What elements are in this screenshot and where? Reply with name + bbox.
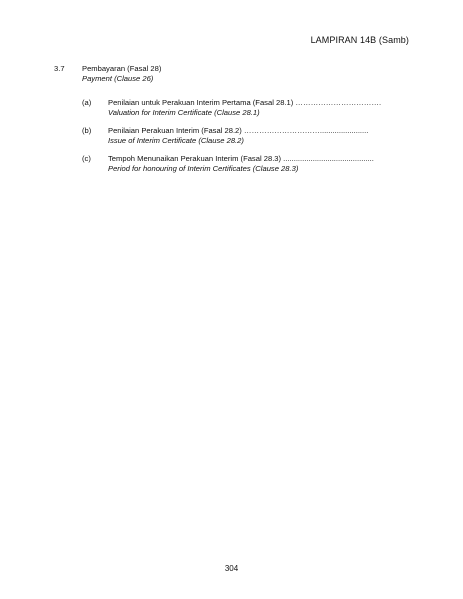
item-text-english: Valuation for Interim Certificate (Clause 28.1) (108, 108, 260, 117)
page-number: 304 (224, 564, 239, 573)
section-title-english: Payment (Clause 26) (82, 74, 154, 83)
item-label: (b) (82, 126, 92, 135)
section-payment (54, 64, 414, 182)
list-item (82, 98, 414, 118)
item-body (108, 154, 414, 174)
item-text-english: Issue of Interim Certificate (Clause 28.2) (108, 136, 244, 145)
item-label: (a) (82, 98, 92, 107)
appendix-reference: LAMPIRAN 14B (Samb) (310, 35, 409, 45)
item-text-malay: Tempoh Menunaikan Perakuan Interim (Fasal 28.3) ........................................... (108, 154, 374, 163)
item-text-english: Period for honouring of Interim Certificates (Clause 28.3) (108, 164, 299, 173)
section-title-malay: Pembayaran (Fasal 28) (82, 64, 162, 73)
item-text-malay: Penilaian Perakuan Interim (Fasal 28.2) …………………………....................... (108, 126, 369, 135)
list-item (82, 154, 414, 174)
item-body (108, 126, 414, 146)
item-text-malay: Penilaian untuk Perakuan Interim Pertama (Fasal 28.1) ……………………………. (108, 98, 382, 107)
section-items (82, 98, 414, 174)
section-number: 3.7 (54, 64, 65, 73)
section-heading-body (82, 64, 414, 182)
item-label: (c) (82, 154, 91, 163)
item-body (108, 98, 414, 118)
section-heading (54, 64, 414, 182)
list-item (82, 126, 414, 146)
